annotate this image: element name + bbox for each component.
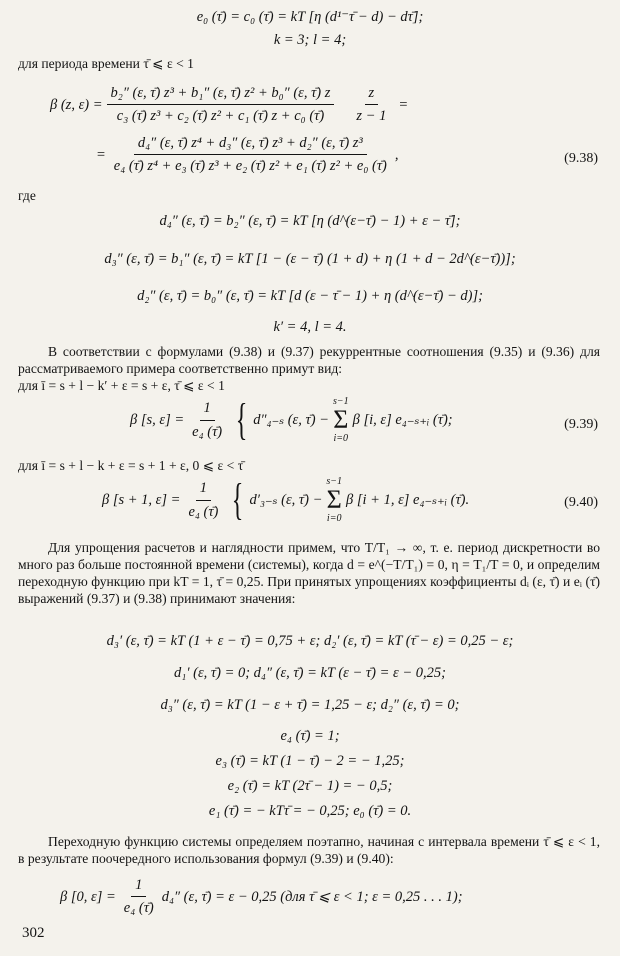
eq938-fraction-1 (107, 84, 335, 125)
eq940-lhs: β [s + 1, ε] = (102, 491, 181, 508)
eq938-tail: , (394, 146, 399, 163)
equation-k-prime: k′ = 4, l = 4. (273, 319, 347, 335)
eq938-lead: = (96, 146, 106, 163)
eq939-sum-symbol: Σ (333, 405, 349, 434)
eq938-denominator-3: e₄ (τ̄) z⁴ + e₃ (τ̄) z³ + e₂ (τ̄) z² + e₁ (τ̄) z² + e₀ (τ̄) (113, 158, 387, 175)
last-fraction (120, 876, 158, 917)
value-line-3: d₃″ (ε, τ̄) = kT (1 − ε + τ̄) = 1,25 − ε; d₂″ (ε, τ̄) = 0; (160, 697, 460, 713)
value-line-6: e₂ (τ̄) = kT (2τ̄ − 1) = − 0,5; (227, 778, 393, 794)
eq938-numerator-2: z (365, 84, 379, 105)
eq940-rest: β [i + 1, ε] e₄₋ₛ₊ᵢ (τ̄). (346, 491, 470, 508)
eq938-numerator-3: d₄″ (ε, τ̄) z⁴ + d₃″ (ε, τ̄) z³ + d₂″ (ε, τ̄) z³ (134, 134, 367, 155)
equation-number-9-38: (9.38) (564, 151, 598, 166)
paragraph-simplification: Для упрощения расчетов и наглядности примем, что T/T₁ → ∞, т. е. период дискретности во много раз больше постоянной времени (системы), когда d = e^(−T/T₁) = 0, η = T₁/T = 0, и определим переходную функцию при kT = 1, τ̄ = 0,25. При принятых упрощениях коэффициенты dᵢ (ε, τ̄) и eᵢ (τ̄) выражений (9.37) и (9.38) принимают значения: (18, 540, 600, 606)
equation-9-39 (130, 396, 453, 444)
equation-d2: d₂″ (ε, τ̄) = b₀″ (ε, τ̄) = kT [d (ε − τ̄ − 1) + η (d^(ε−τ̄) − d)]; (137, 288, 483, 304)
value-line-5: e₃ (τ̄) = kT (1 − τ̄) − 2 = − 1,25; (215, 753, 405, 769)
paragraph-transition: Переходную функцию системы определяем поэтапно, начиная с интервала времени τ̄ ⩽ ε < 1, в результате поочередного использования формул (9.39) и (9.40): (18, 834, 601, 866)
equation-e0: e₀ (τ̄) = c₀ (τ̄) = kT [η (d¹⁻τ̄ − d) − dτ̄]; (196, 9, 424, 25)
eq939-rest: β [i, ε] e₄₋ₛ₊ᵢ (τ̄); (352, 411, 453, 428)
eq940-fraction-denominator: e₄ (τ̄) (188, 503, 219, 520)
last-lhs: β [0, ε] = (60, 888, 116, 905)
last-fraction-numerator: 1 (131, 876, 146, 897)
last-fraction-denominator: e₄ (τ̄) (123, 900, 154, 917)
value-line-7: e₁ (τ̄) = − kTτ̄ = − 0,25; e₀ (τ̄) = 0. (208, 803, 412, 819)
equation-d3: d₃″ (ε, τ̄) = b₁″ (ε, τ̄) = kT [1 − (ε − τ̄) (1 + d) + η (1 + d − 2d^(ε−τ̄))]; (104, 251, 516, 267)
eq938-denominator-1: c₃ (τ̄) z³ + c₂ (τ̄) z² + c₁ (τ̄) z + c₀ (τ̄) (116, 108, 325, 125)
period-text: для периода времени τ̄ ⩽ ε < 1 (18, 56, 194, 71)
equation-9-40 (102, 476, 469, 524)
equation-number-9-39: (9.39) (564, 417, 598, 432)
eq940-term: d′₃₋ₛ (ε, τ̄) − (249, 491, 323, 508)
eq939-fraction-denominator: e₄ (τ̄) (192, 423, 223, 440)
eq938-equals: = (398, 96, 409, 113)
eq938-fraction-2 (352, 84, 390, 125)
eq939-term: d″₄₋ₛ (ε, τ̄) − (253, 411, 329, 428)
equation-9-38-line1 (50, 84, 408, 125)
eq940-sum-upper: s−1 (326, 476, 343, 487)
eq939-sum-upper: s−1 (332, 396, 349, 407)
eq939-brace: { (235, 395, 248, 444)
last-rest: d₄″ (ε, τ̄) = ε − 0,25 (для τ̄ ⩽ ε < 1; ε = 0,25 . . . 1); (161, 888, 463, 905)
eq939-fraction-numerator: 1 (200, 399, 215, 420)
eq940-fraction (184, 479, 222, 520)
eq939-sum (333, 396, 349, 444)
eq940-sum-lower: i=0 (326, 513, 342, 524)
eq939-lhs: β [s, ε] = (130, 411, 185, 428)
eq939-fraction (188, 399, 226, 440)
condition-1: для ī = s + l − k′ + ε = s + ε, τ̄ ⩽ ε < 1 (18, 378, 225, 393)
page-number: 302 (22, 925, 45, 941)
paragraph-recurrence: В соответствии с формулами (9.38) и (9.37) рекуррентные соотношения (9.35) и (9.36) для рассматриваемого примера соответственно примут вид: (18, 344, 600, 376)
value-line-1: d₃′ (ε, τ̄) = kT (1 + ε − τ̄) = 0,75 + ε; d₂′ (ε, τ̄) = kT (τ̄ − ε) = 0,25 − ε; (106, 633, 514, 649)
condition-2: для ī = s + l − k + ε = s + 1 + ε, 0 ⩽ ε < τ̄ (18, 458, 244, 473)
gde-label: где (18, 188, 36, 203)
eq938-denominator-2: z − 1 (356, 108, 387, 125)
equation-beta-0 (60, 876, 463, 917)
eq938-numerator-1: b₂″ (ε, τ̄) z³ + b₁″ (ε, τ̄) z² + b₀″ (ε, τ̄) z (107, 84, 335, 105)
eq940-brace: { (232, 475, 244, 524)
value-line-4: e₄ (τ̄) = 1; (280, 728, 340, 744)
eq938-lhs: β (z, ε) = (50, 96, 103, 113)
equation-9-38-line2 (96, 134, 398, 175)
eq940-fraction-numerator: 1 (196, 479, 211, 500)
eq939-sum-lower: i=0 (333, 433, 349, 444)
eq940-sum (326, 476, 342, 524)
equation-k-l: k = 3; l = 4; (273, 32, 347, 48)
equation-d4: d₄″ (ε, τ̄) = b₂″ (ε, τ̄) = kT [η (d^(ε−τ̄) − 1) + ε − τ̄]; (159, 213, 461, 229)
eq940-sum-symbol: Σ (326, 485, 342, 514)
eq938-fraction-3 (110, 134, 391, 175)
equation-number-9-40: (9.40) (564, 495, 598, 510)
value-line-2: d₁′ (ε, τ̄) = 0; d₄″ (ε, τ̄) = kT (ε − τ̄) = ε − 0,25; (174, 665, 446, 681)
